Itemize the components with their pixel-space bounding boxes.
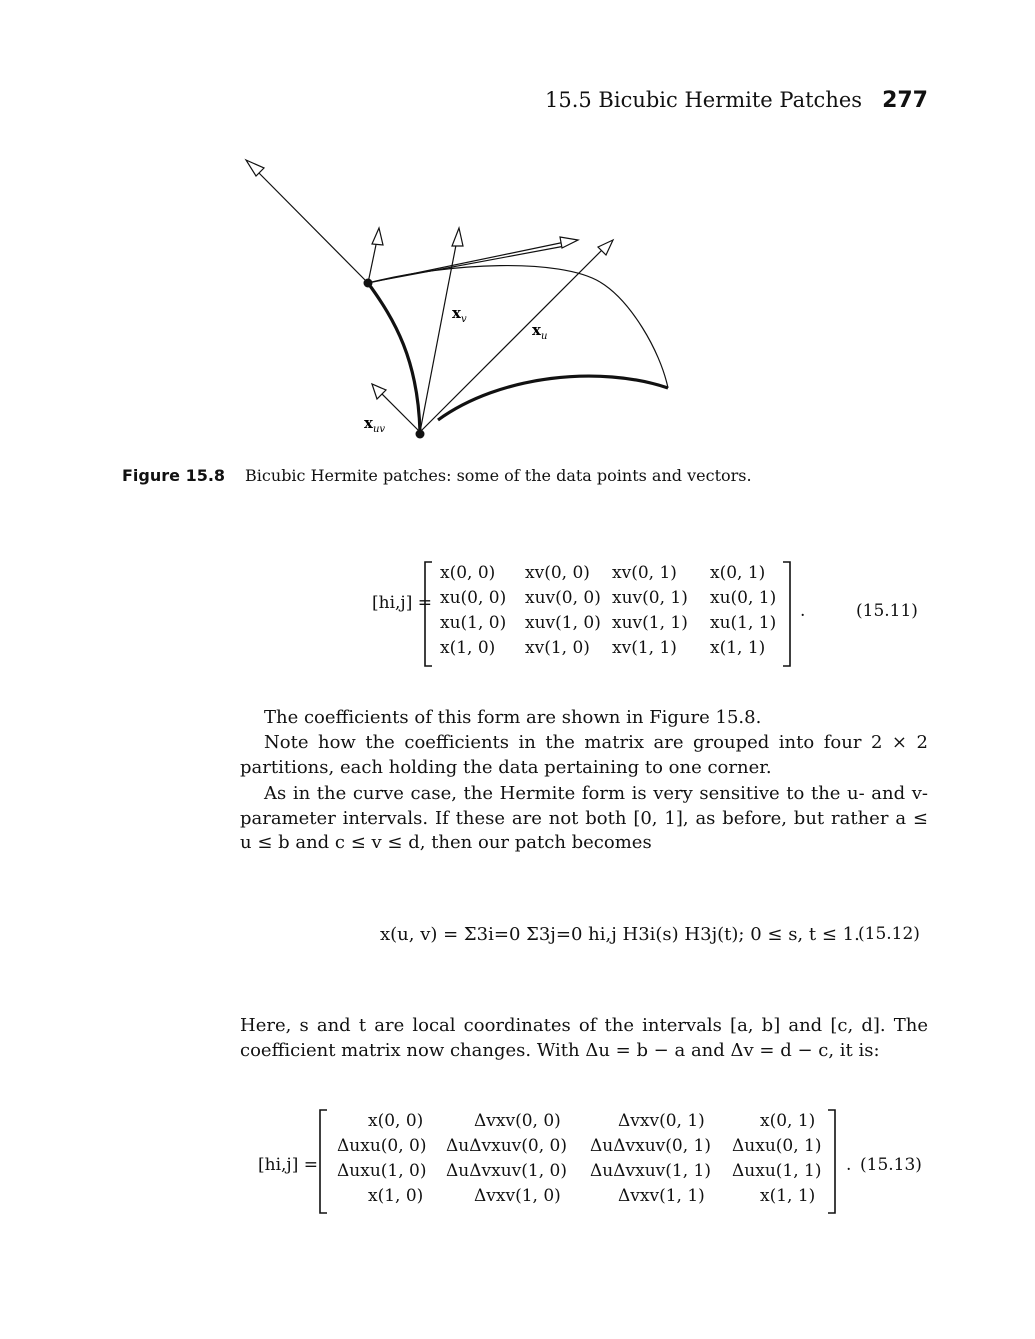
- eq1513-cell: x(0, 1): [760, 1111, 816, 1131]
- eq1511-lhs: [hi,j] =: [372, 593, 432, 613]
- eq1511-cell: xv(0, 1): [612, 563, 677, 583]
- eq1513-cell: ΔuΔvxuv(1, 1): [590, 1161, 711, 1181]
- label-xu: $x_u$: [532, 321, 548, 342]
- eq1513-cell: Δuxu(1, 1): [732, 1161, 822, 1181]
- eq1511-cell: xv(1, 0): [525, 638, 590, 658]
- eq1513-cell: ΔuΔvxuv(0, 0): [446, 1136, 567, 1156]
- eq1513-cell: ΔuΔvxuv(1, 0): [446, 1161, 567, 1181]
- eq1511-cell: xuv(1, 0): [525, 613, 601, 633]
- eq1512-number: (15.12): [858, 924, 920, 944]
- caption-label: Figure 15.8: [122, 466, 226, 485]
- equation-15-12: x(u, v) = Σ3i=0 Σ3j=0 hi,j H3i(s) H3j(t); 0 ≤ s, t ≤ 1.: [380, 924, 860, 945]
- eq1513-cell: x(1, 1): [760, 1186, 816, 1206]
- eq1513-cell: x(0, 0): [368, 1111, 424, 1131]
- eq1511-cell: x(0, 0): [440, 563, 496, 583]
- eq1513-number: (15.13): [860, 1155, 922, 1175]
- label-xv: $x_v$: [452, 304, 467, 325]
- section-title: 15.5 Bicubic Hermite Patches: [545, 88, 863, 112]
- eq1511-cell: xu(0, 0): [440, 588, 507, 608]
- eq1513-lhs: [hi,j] =: [258, 1155, 318, 1175]
- eq1511-cell: xuv(1, 1): [612, 613, 688, 633]
- eq1513-cell: Δuxu(0, 1): [732, 1136, 822, 1156]
- eq1513-cell: Δuxu(0, 0): [337, 1136, 427, 1156]
- eq1511-cell: xu(0, 1): [710, 588, 777, 608]
- paragraph-3: As in the curve case, the Hermite form is very sensitive to the u- and v-parameter intervals. If these are not both [0, 1], as before, but rather a ≤ u ≤ b and c ≤ v ≤ d, then our patch becomes: [240, 783, 928, 853]
- paragraph-1: The coefficients of this form are shown in Figure 15.8.: [264, 707, 762, 728]
- eq1511-cell: xv(0, 0): [525, 563, 590, 583]
- eq1513-cell: Δvxv(1, 1): [618, 1186, 705, 1206]
- eq1511-cell: xu(1, 0): [440, 613, 507, 633]
- paragraph-2: Note how the coefficients in the matrix are grouped into four 2 × 2 partitions, each holding the data pertaining to one corner.: [240, 732, 928, 778]
- eq1513-cell: Δvxv(0, 0): [474, 1111, 561, 1131]
- eq1511-cell: xu(1, 1): [710, 613, 777, 633]
- eq1511-cell: xuv(0, 0): [525, 588, 601, 608]
- eq1513-cell: x(1, 0): [368, 1186, 424, 1206]
- eq1511-cell: x(0, 1): [710, 563, 766, 583]
- eq1513-cell: Δvxv(1, 0): [474, 1186, 561, 1206]
- eq1511-cell: x(1, 1): [710, 638, 766, 658]
- eq1511-number: (15.11): [856, 601, 918, 621]
- eq1511-cell: xuv(0, 1): [612, 588, 688, 608]
- eq1511-cell: x(1, 0): [440, 638, 496, 658]
- eq1513-cell: Δvxv(0, 1): [618, 1111, 705, 1131]
- eq1513-cell: Δuxu(1, 0): [337, 1161, 427, 1181]
- caption-text: Bicubic Hermite patches: some of the data points and vectors.: [245, 466, 752, 485]
- eq1511-cell: xv(1, 1): [612, 638, 677, 658]
- page-number: 277: [882, 88, 928, 113]
- paragraph-4: Here, s and t are local coordinates of the intervals [a, b] and [c, d]. The coefficient matrix now changes. With Δu = b − a and Δv = d − c, it is:: [240, 1015, 928, 1061]
- label-xuv: $x_{uv}$: [364, 414, 386, 435]
- eq1513-cell: ΔuΔvxuv(0, 1): [590, 1136, 711, 1156]
